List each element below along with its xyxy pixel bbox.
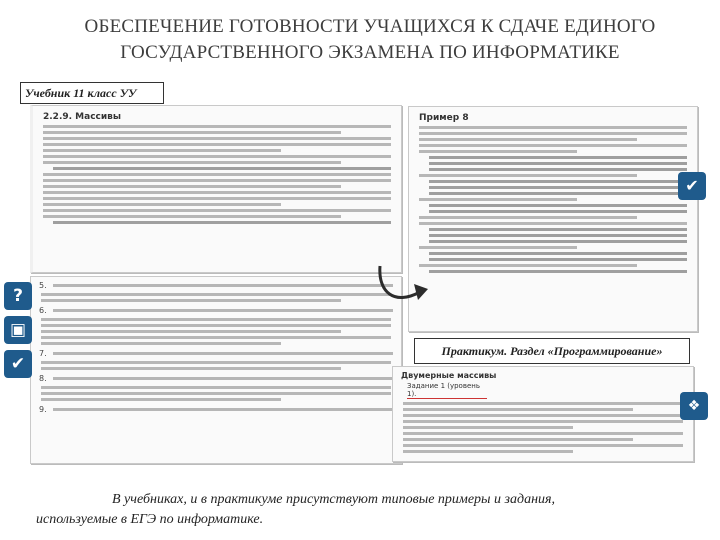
side-icon-panel — [4, 282, 34, 384]
task-number: 5. — [39, 281, 47, 290]
practicum-task: Задание 1 (уровень 1). — [407, 382, 487, 399]
caption-line-1: В учебниках, и в практикуме присутствуют типовые примеры и задания, — [112, 492, 556, 507]
task-number: 9. — [39, 405, 47, 414]
title-line-2: ГОСУДАРСТВЕННОГО ЭКЗАМЕНА ПО ИНФОРМАТИКЕ — [120, 42, 620, 63]
task-number: 8. — [39, 374, 47, 383]
slide-title — [30, 14, 710, 66]
slide-caption — [36, 490, 696, 530]
curved-arrow-icon — [374, 262, 434, 312]
computer-icon[interactable]: ▣ — [4, 316, 32, 344]
section-heading: 2.2.9. Массивы — [43, 112, 122, 122]
check-icon[interactable]: ✔ — [678, 172, 706, 200]
textbook-scan-tasks — [30, 276, 402, 464]
check-icon[interactable]: ✔ — [4, 350, 32, 378]
practicum-heading: Двумерные массивы — [401, 371, 497, 380]
example-scan-code — [408, 106, 698, 332]
textbook-scan-arrays — [30, 105, 402, 273]
textbook-label: Учебник 11 класс УУ — [20, 82, 164, 104]
practicum-scan — [392, 366, 694, 462]
task-number: 7. — [39, 349, 47, 358]
book-icon[interactable]: ❖ — [680, 392, 708, 420]
caption-line-2: используемые в ЕГЭ по информатике. — [36, 512, 264, 527]
example-label: Пример 8 — [419, 113, 469, 123]
task-number: 6. — [39, 306, 47, 315]
practicum-label: Практикум. Раздел «Программирование» — [414, 338, 690, 364]
question-icon[interactable]: ? — [4, 282, 32, 310]
title-line-1: ОБЕСПЕЧЕНИЕ ГОТОВНОСТИ УЧАЩИХСЯ К СДАЧЕ ЕДИНОГО — [84, 16, 656, 37]
